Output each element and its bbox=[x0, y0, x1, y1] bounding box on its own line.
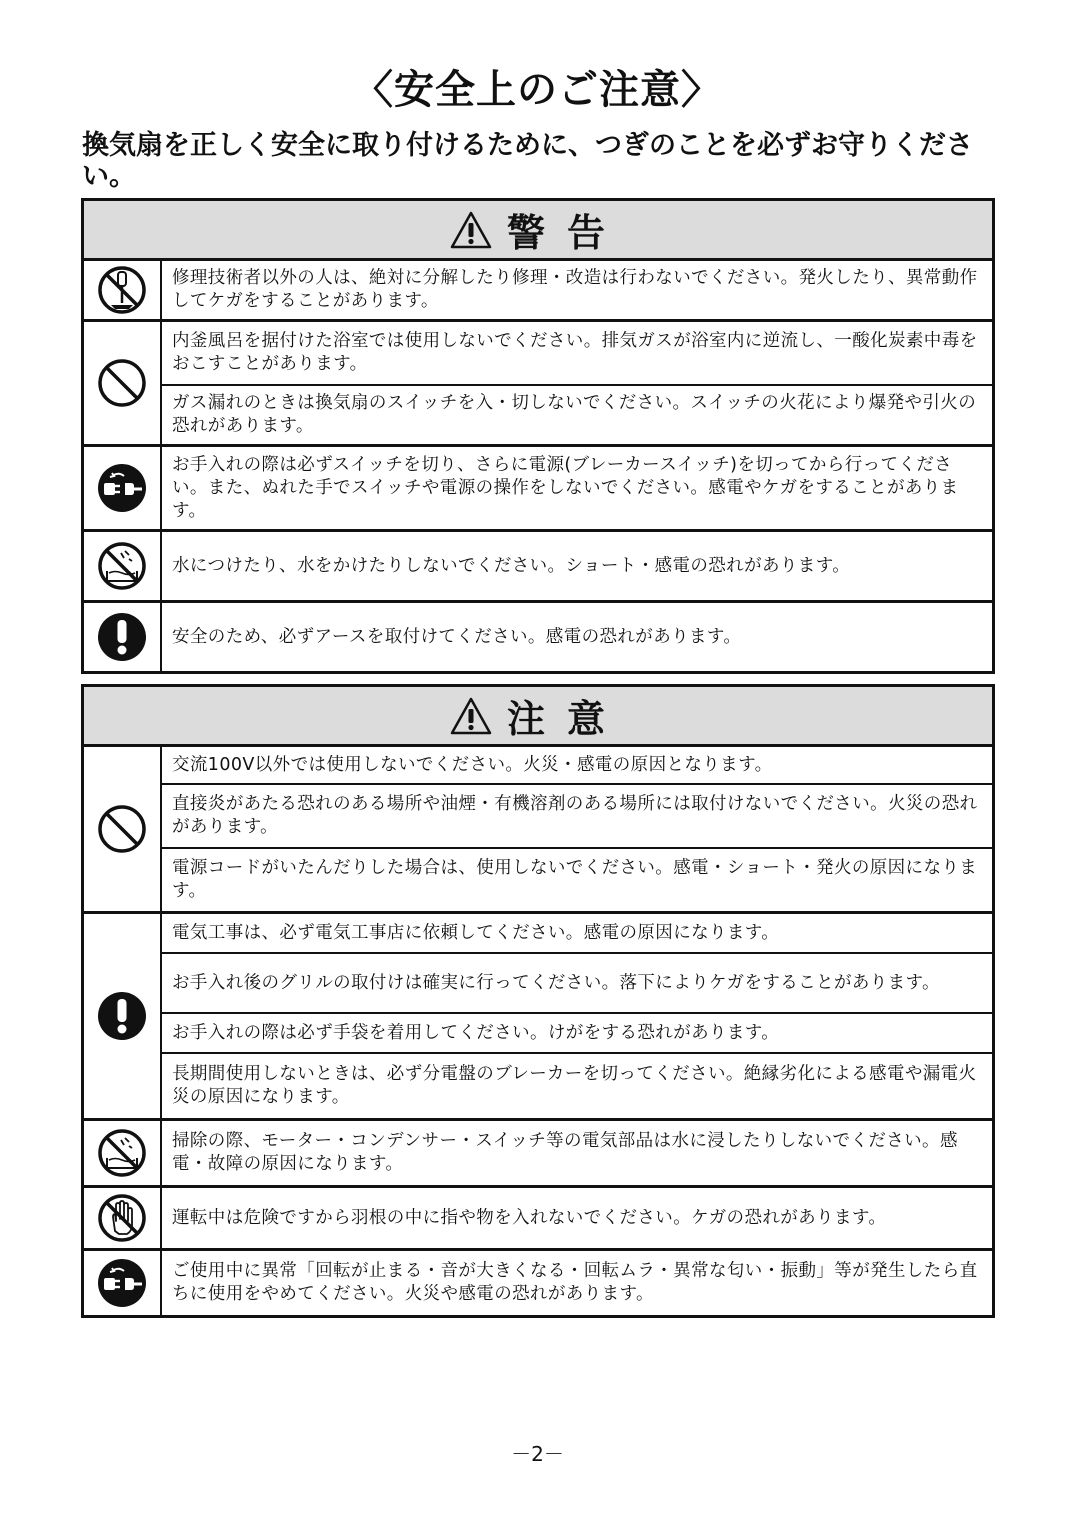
caution-group bbox=[84, 1188, 992, 1251]
caution-box bbox=[81, 684, 995, 1318]
warning-label: 警告 bbox=[506, 211, 627, 255]
caution-item: ご使用中に異常「回転が止まる・音が大きくなる・回転ムラ・異常な匂い・振動」等が発生したら直ちに使用をやめてください。火災や感電の恐れがあります。 bbox=[172, 1261, 978, 1304]
caution-group bbox=[84, 1251, 992, 1315]
warning-group bbox=[84, 261, 992, 322]
warning-group bbox=[84, 447, 992, 532]
warning-item: お手入れの際は必ずスイッチを切り、さらに電源(ブレーカースイッチ)を切ってから行ってください。また、ぬれた手でスイッチや電源の操作をしないでください。感電やケガをすることがあります。 bbox=[172, 454, 959, 521]
icon-cell bbox=[84, 261, 162, 319]
page-number: －2－ bbox=[511, 1442, 564, 1466]
prohibition-icon bbox=[95, 356, 149, 410]
caution-group bbox=[84, 914, 992, 1121]
mandatory-icon bbox=[95, 610, 149, 664]
icon-cell bbox=[84, 603, 162, 671]
warning-group bbox=[84, 322, 992, 447]
warning-item: ガス漏れのときは換気扇のスイッチを入・切しないでください。スイッチの火花により爆発や引火の恐れがあります。 bbox=[172, 393, 977, 436]
warning-triangle-icon bbox=[449, 696, 493, 736]
caution-item: 電気工事は、必ず電気工事店に依頼してください。感電の原因になります。 bbox=[162, 914, 992, 954]
warning-group bbox=[84, 532, 992, 603]
caution-item: お手入れの際は必ず手袋を着用してください。けがをする恐れがあります。 bbox=[162, 1014, 992, 1054]
prohibition-icon bbox=[95, 802, 149, 856]
icon-cell bbox=[84, 1188, 162, 1248]
unplug-icon bbox=[95, 461, 149, 515]
unplug-icon bbox=[95, 1256, 149, 1310]
icon-cell bbox=[84, 447, 162, 529]
lead-text: 換気扇を正しく安全に取り付けるために、つぎのことを必ずお守りください。 bbox=[82, 130, 973, 192]
icon-cell bbox=[84, 747, 162, 911]
caution-item: 掃除の際、モーター・コンデンサー・スイッチ等の電気部品は水に浸したりしないでください。感電・故障の原因になります。 bbox=[172, 1131, 958, 1174]
caution-item: 長期間使用しないときは、必ず分電盤のブレーカーを切ってください。絶縁劣化による感電や漏電火災の原因になります。 bbox=[172, 1064, 977, 1107]
caution-header bbox=[84, 687, 992, 747]
mandatory-icon bbox=[95, 989, 149, 1043]
no-water-icon bbox=[95, 539, 149, 593]
warning-group bbox=[84, 603, 992, 671]
warning-header bbox=[84, 201, 992, 261]
icon-cell bbox=[84, 1251, 162, 1315]
caution-item: 交流100V以外では使用しないでください。火災・感電の原因となります。 bbox=[162, 747, 992, 785]
icon-cell bbox=[84, 914, 162, 1118]
icon-cell bbox=[84, 1121, 162, 1185]
warning-item: 水につけたり、水をかけたりしないでください。ショート・感電の恐れがあります。 bbox=[172, 555, 851, 576]
caution-item: 電源コードがいたんだりした場合は、使用しないでください。感電・ショート・発火の原因になります。 bbox=[172, 858, 978, 901]
warning-box bbox=[81, 198, 995, 674]
page-title: 〈安全上のご注意〉 bbox=[353, 67, 722, 113]
no-water-icon bbox=[95, 1126, 149, 1180]
caution-group bbox=[84, 1121, 992, 1188]
no-disassembly-icon bbox=[95, 263, 149, 317]
warning-item: 内釜風呂を据付けた浴室では使用しないでください。排気ガスが浴室内に逆流し、一酸化炭素中毒をおこすことがあります。 bbox=[162, 322, 992, 386]
warning-item: 安全のため、必ずアースを取付けてください。感電の恐れがあります。 bbox=[172, 626, 742, 647]
warning-triangle-icon bbox=[449, 210, 493, 250]
caution-label: 注意 bbox=[506, 697, 627, 741]
caution-item: 直接炎があたる恐れのある場所や油煙・有機溶剤のある場所には取付けないでください。火災の恐れがあります。 bbox=[162, 785, 992, 849]
no-touch-icon bbox=[95, 1191, 149, 1245]
caution-item: 運転中は危険ですから羽根の中に指や物を入れないでください。ケガの恐れがあります。 bbox=[172, 1207, 887, 1228]
icon-cell bbox=[84, 532, 162, 600]
caution-group bbox=[84, 747, 992, 914]
warning-item: 修理技術者以外の人は、絶対に分解したり修理・改造は行わないでください。発火したり、異常動作してケガをすることがあります。 bbox=[172, 268, 978, 311]
caution-item: お手入れ後のグリルの取付けは確実に行ってください。落下によりケガをすることがあります。 bbox=[162, 954, 992, 1014]
icon-cell bbox=[84, 322, 162, 444]
